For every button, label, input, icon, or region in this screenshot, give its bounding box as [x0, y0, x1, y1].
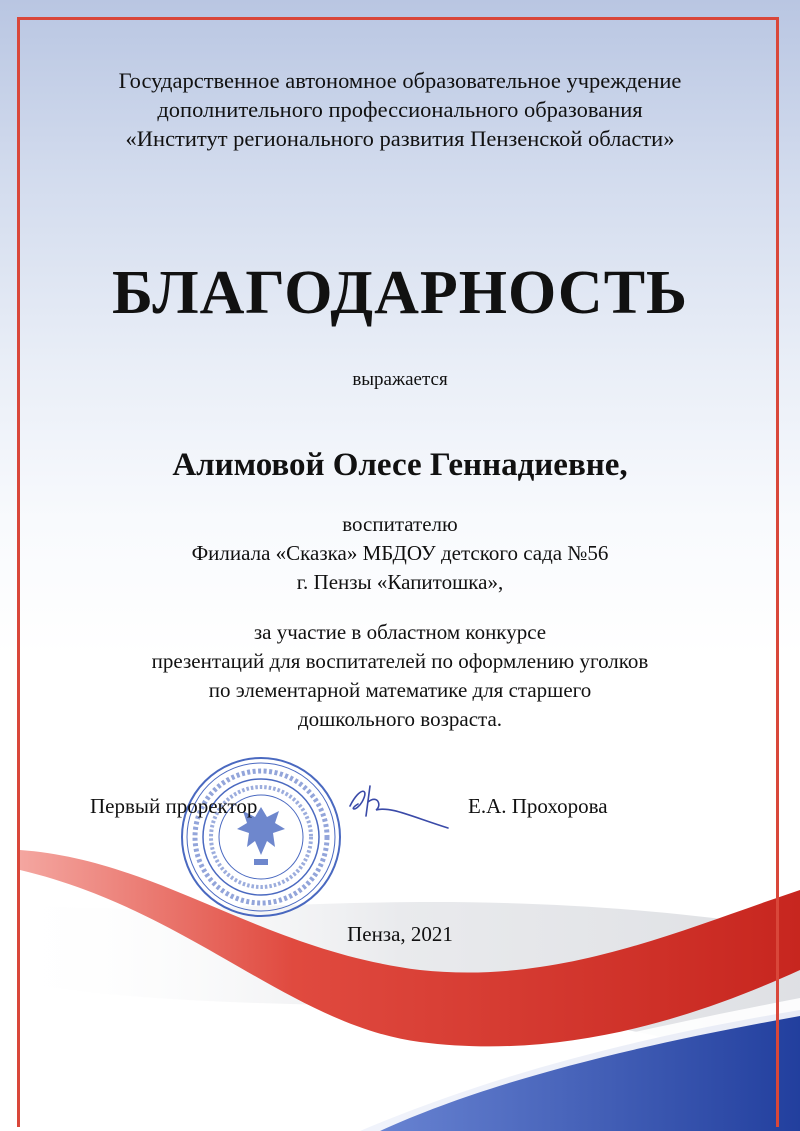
reason-line-3: по элементарной математике для старшего: [208, 678, 592, 702]
issuer-line-1: Государственное автономное образовательное учреждение: [118, 68, 682, 93]
position-line-2: Филиала «Сказка» МБДОУ детского сада №56: [191, 541, 609, 565]
reason-line-2: презентаций для воспитателей по оформлению уголков: [151, 649, 649, 673]
reason-block: [0, 618, 800, 734]
document-title: БЛАГОДАРНОСТЬ: [111, 259, 689, 327]
position-line-3: г. Пензы «Капитошка»,: [296, 570, 504, 594]
recipient-position-block: [0, 510, 800, 597]
official-stamp-seal: [176, 755, 346, 920]
reason-line-4: дошкольного возраста.: [297, 707, 503, 731]
expressed-text: выражается: [352, 369, 448, 390]
issuer-line-3: «Институт регионального развития Пензенской области»: [125, 126, 675, 151]
place-and-year: Пенза, 2021: [347, 922, 453, 946]
reason-line-1: за участие в областном конкурсе: [253, 620, 547, 644]
recipient-name: Алимовой Олесе Геннадиевне,: [172, 447, 628, 483]
position-line-1: воспитателю: [342, 512, 458, 536]
issuer-block: [0, 66, 800, 153]
signer-title: Первый проректор: [90, 794, 258, 818]
signer-name: Е.А. Прохорова: [468, 794, 608, 818]
issuer-line-2: дополнительного профессионального образования: [157, 97, 643, 122]
signature-scribble: [330, 776, 460, 836]
